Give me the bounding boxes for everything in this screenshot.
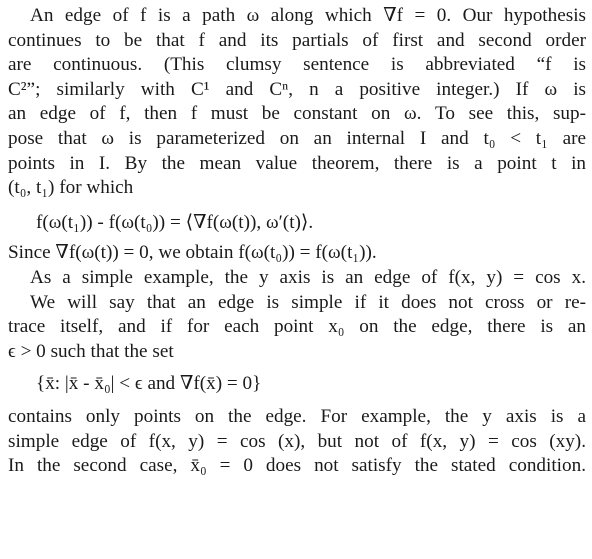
text-line-14: contains only points on the edge. For example, the y axis is a xyxy=(8,405,586,427)
text-line-6: pose that ω is parameterized on an internal I and t₀ < t₁ are xyxy=(8,127,586,149)
equation-mean-value: f(ω(t₁)) - f(ω(t₀)) = ⟨∇f(ω(t)), ω′(t)⟩. xyxy=(36,211,314,233)
text-line-12: trace itself, and if for each point x₀ on the edge, there is an xyxy=(8,316,586,338)
text-line-16: In the second case, x̄₀ = 0 does not satisfy the stated condition. xyxy=(8,455,586,477)
text-line-7: points in I. By the mean value theorem, there is a point t in xyxy=(8,152,586,174)
text-line-15: simple edge of f(x, y) = cos (x), but not of f(x, y) = cos (xy). xyxy=(8,430,586,452)
text-line-11: We will say that an edge is simple if it does not cross or re- xyxy=(30,291,586,313)
text-line-13: ϵ > 0 such that the set xyxy=(8,340,174,362)
text-line-9: Since ∇f(ω(t)) = 0, we obtain f(ω(t₀)) = f(ω(t₁)). xyxy=(8,242,377,264)
text-line-4: C²”; similarly with C¹ and Cⁿ, n a positive integer.) If ω is xyxy=(8,78,586,100)
text-line-3: are continuous. (This clumsy sentence is abbreviated “f is xyxy=(8,54,586,76)
text-line-2: continues to be that f and its partials of first and second order xyxy=(8,29,586,51)
text-line-10: As a simple example, the y axis is an edge of f(x, y) = cos x. xyxy=(30,266,586,288)
equation-simple-edge-set: {x̄: |x̄ - x̄₀| < ϵ and ∇f(x̄) = 0} xyxy=(36,373,262,395)
text-line-1: An edge of f is a path ω along which ∇f = 0. Our hypothesis xyxy=(30,5,586,26)
text-line-5: an edge of f, then f must be constant on ω. To see this, sup- xyxy=(8,103,586,125)
text-line-8: (t₀, t₁) for which xyxy=(8,177,134,199)
